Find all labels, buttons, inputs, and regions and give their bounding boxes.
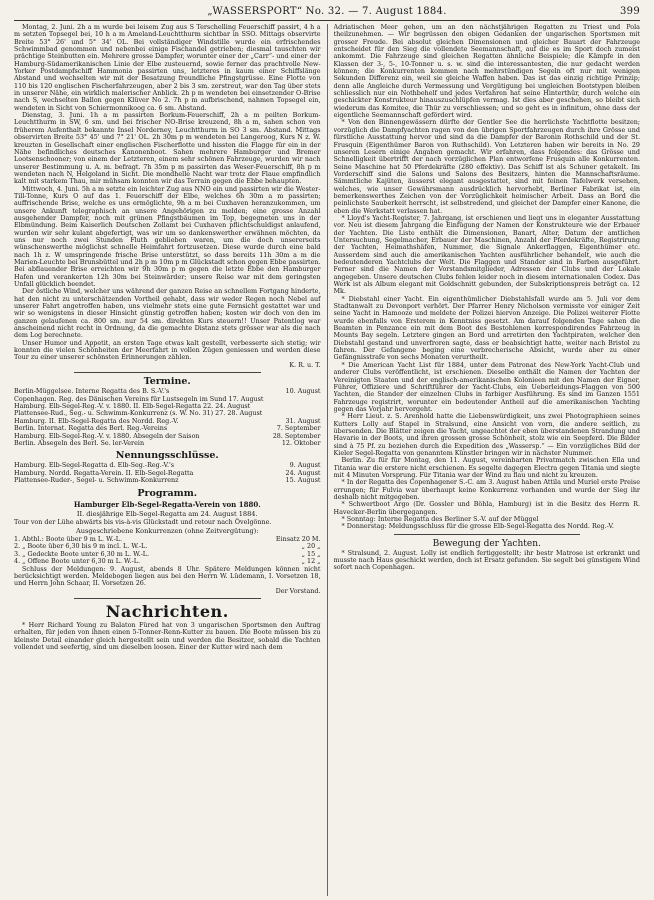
list-item: Berlin. Internat. Regatta des Berl. Reg.-Vereins 7. September (14, 424, 321, 433)
article-paragraph: * Diebstahl einer Yacht. Ein eigenthümlicher Diebstahlsfall wurde am 5. Juli vor dem Stadtanwalt zu Devonport verhört. Der Pfarrer Henry Nicholson vermisste vor einiger Zeit seine Yacht in Hamooze und meldete der Polizei hiervon Anzeige. Die Polizei weiterer Flotte wurde ebenfalls von Ersterem in Kenntniss gesetzt. Am darauf folgenden Tage sahen die Beamten in Penzance ein mit dem Boot des Bestohlenen korrespondirendes Fahrzeug in Mounts Bay segeln. Letztere gingen an Bord und arretirten den Yachtpiraten, welcher den Diebstahl gestand und unverfroren sagte, dass er beabsichtigt hatte, weiter nach Bristol zu fahren. Der Gefangene beging eine verbrecherische Absicht, wurde aber zu einer Gefängnisstrafe von sechs Monaten verurtheilt. (333, 294, 640, 362)
divider (394, 534, 581, 535)
article-paragraph: Berlin. Zu für für Montag, den 11. August, vereinbarten Privatmatch zwischen Ella und Titania war die erstere nicht erschienen. Es segelte dagegen Electra gegen Titania und siegte mit 4 Minuten Vorsprung. Für Titania war der Wind zu flau und nicht zu kreuzen. (333, 456, 640, 479)
termine-list (14, 388, 321, 447)
list-item: Berlin. Absegeln des Berl. Se. ler-Verein 12. Oktober (14, 439, 321, 448)
list-item: Hamburg. Elb-Segel-Reg.-V. v. 1880. Absegeln der Saison 28. September (14, 431, 321, 440)
programm-line: II. diesjährige Elb-Segel-Regatta am 24. August 1884. (76, 509, 258, 518)
nennung-heading: Nennungsschlüsse. (115, 450, 219, 462)
article-paragraph: Adriatischen Meer gehen, um an den nächstjährigen Regatten zu Triest und Pola theilzunehmen. — Wir begrüssen den obigen Gedanken der ungarischen Sportsmen mit grosser Freude. Bei absolut gleichen Dimensionen und gleicher Bauart der Fahrzeuge entscheidet für den Sieg die vollendete Seemannschaft, auf die es im Sport doch zumeist ankommt. Die Fahrzeuge sind gleichen Regatten ähnliche Beispiele; die Kämpfe in den Klassen der 3-, 5-, 10-Tonner u. s. w. sind die interessantesten, die nur gedacht werden können; die Konkurrenten kommen nach mehrstündigen Segeln oft nur mit wenigen Sekunden Differenz ein, weil sie gleiche Waffen haben. Das ist das einzig richtige Prinzip; denn alle Angleiche durch Vermessung und Vergütigung bei ungleichen Bootstypen bleiben schliesslich nur ein Nothbehelf und jedes Verfahren hat seine Hinterthür, durch welche ein geschickter Konstrukteur hinauszuschlüpfen vermag. Ist dies aber geschehen, so bleibt sich wiederum das Komitee, die Thür zu verschliessen; und so geht es in infinitum, ohne dass der eigentliche Seemannschaft gefördert wird. (333, 24, 640, 120)
article-paragraph: * Von den Binnengewässern dürfte der Gentler See die herrlichste Yachtflotte besitzen; vorzüglich die Dampfyachten ragen von den übrigen Sportfahrzeugen durch ihre Grösse und fürstliche Ausstattung hervor und sind da die Dampfer der Baronin Rothschild und der St. Frusquin (Eigenthümer Baron von Ruthschild). Von Letzteren haben wir bereits in No. 29 unseren Lesern einige Angaben gemacht. Wir erfahren, dass folgendes: das Grösse und Schnelligkeit übertrifft der nach vorzüglichen Plan entworfene Frusquin alle Konkurrenten. Seine Maschine hat 50 Pferdekräfte (280 effektiv). Das Schiff ist als Schuner getakelt. Im Vorderschiff sind die Salons und Salons des Besitzers, hinten die Mannschaftsräume. Sämmtliche Kajüten, äusserst elegant ausgestattet, sind mit feinen Tafelwerk versehen, welches, wie unser Gewährsmann ausdrücklich hervorhebt, Berliner Fabrikat ist, ein bemerkenswerthes Zeichen von der Vorzüglichkeit heimischer Arbeit. Dass an Bord die peinlichste Sauberkeit herrscht, ist selbstredend, und gleichet der Dampfer einer Kanone, die eben die Werkstatt verlassen hat. (333, 118, 640, 215)
list-item: 1. Abthl.: Boote über 9 m L. W.-L. Einsatz 20 M. (14, 535, 321, 544)
article-paragraph: * Die American Yacht List für 1884, unter dem Patronat des New-York Yacht-Club und anderer Clubs veröffentlicht, ist erschienen. Dieselbe enthält die Namen der Yachten der Vereinigten Staaten und der englisch-amerikanischen Kolonieen mit den Namen der Eigner, Führer, Offiziere und Schriftführer der Yacht-Clubs, ein Ueberleidungs-Flaggen von 500 Yachten, die Stander der einzelnen Clubs in farbiger Ausführung. Es sind im Ganzen 1551 Fahrzeuge registrirt, worunter ein bedeutender Antheil auf die amerikanischen Yachting gegen das Vorjahr hervorgeht. (333, 360, 640, 413)
termine-heading: Termine. (143, 376, 191, 388)
header-spacer (14, 6, 54, 18)
article-paragraph: * Sonntag: Interne Regatta des Berliner S.-V. auf der Müggel (341, 515, 539, 524)
header-rule (14, 20, 640, 21)
divider (74, 372, 261, 373)
class-list (14, 536, 321, 566)
list-item: Hamburg. II. Elb-Segel-Regatta des Nordd. Reg.-V. 31. August (14, 416, 321, 425)
publication-title: „WASSERSPORT“ No. 32. — 7. August 1884. (207, 6, 447, 17)
left-column (14, 24, 321, 896)
article-paragraph: Montag, 2. Juni. 2h a m wurde bei leisem Zug aus S Terschelling Feuerschiff passirt, 4 h a m setzten Topsegel bei, 10 h a m Ameland-Leuchtthurm sichtbar in SSO. Mittags observirte Breite 53° 26' und 5° 34' OL. Bei vollständiger Windstille wurde ein erfrischendes Schwimmbad genommen und nebenbei einige Fischandel getrieben; diesmal tauschten wir prächtige Steinbutten ein. Mehrere grosse Dampfer, worunter einer der „Carr“- und einer der Hamburg-Südamerikanischen Linie der Elbe zusteuernd, sowie ferner das prachtvolle New-Yorker Postdampfschiff Hammonia passirten uns, letzteres in kaum einer Schiffslänge Abstand und wechselten wir mit der Besatzung freundliche Pfingstgrüsse. Eine Flotte von 110 bis 120 englischen Fischerfahrzeugen, aber 2 bis 3 sm. zerstreut, war den Tag über stets in unserer Nähe, ein wirklich malerischer Anblick. 2h p m wendeten bei einsetzender O-Brise nach S, wechselten Ballon gegen Klüver No 2. 7h p m aufbrischend, nahmen Topsegel ein, wendeten in Sicht von Schiermonnikoog ca. 6 sm. Abstand. (14, 24, 321, 112)
article-paragraph: Schluss der Meldungen: 9. August, abends 8 Uhr. Spätere Meldungen können nicht berücksichtigt werden. Meldebogen liegen aus bei den Herrn W. Lüdemann, I. Vorsetzen 18, und Herrn John Schaar, II. Vorsetzen 26. (14, 564, 321, 588)
right-column (334, 24, 641, 896)
list-item: Hamburg. Elb-Segel-Reg.-V. v. 1880. II. Elb-Segel-Regatta 22. 24. August (14, 403, 251, 411)
article-paragraph: Mittwoch, 4. Juni. 5h a m setzte ein leichter Zug aus NNO ein und passirten wir die Wester-Till-Tonne, Kurs O auf das 1. Feuerschiff der Elbe, welches 6h 30m a m passirten; auffrischende Brise, welche es uns ermöglichte, 9h a m bei Cuxhaven heranzukommen, um unsere Ankunft telegraphisch an unsere Angehörigen zu melden; eine grosse Anzahl ausgehender Dampfer, noch mit grünen Pfingstbäumen im Top, begegneten uns in der Elbmündung. Beim Kaiserlich Deutschen Zollamt bei Cuxhaven pflichtschuldigst anlaufend, wurden wir sehr kulant abgefertigt, was wir um so dankenswerther erwähnen möchten, da uns nur noch zwei Stunden Fluth geblieben waren, um die doch unsererseits wünschenswerthe möglichst schnelle Heimfahrt fortzusetzen. Diese wurde durch eine bald nach 1h z. W umspringende frische Brise unterstützt, so dass bereits 11h 30m a m die Marien-Leuchte bei Brunsbüttel und 2h p m 10m p m Glückstadt schon gegen Ebbe passirten. Bei abflauender Brise erreichten wir 9h 30m p m gegen die letzte Ebbe den Hamburger Hafen und verankerten 12h 30m bei Steinwärder; unsere Reise war mit dem geringsten Unfall glücklich beendet. (14, 184, 321, 289)
article-paragraph: * Lloyd's Yacht-Register, 7. Jahrgang, ist erschienen und liegt uns in eleganter Ausstattung vor. Neu ist diesem Jahrgang die Einfügung der Namen der Konstrukteure wie der Erbauer der Yachten. Die Liste enthält die Dimensionen, Banart, Alter, Datum der amtlichen Untersuchung, Segelmacher, Erbauer der Maschinen, Anzahl der Pferdekräfte, Registrirung der Yachten, Heimathshäfen, Nummer, die Signale Ankerflaggen, Eigenthümer etc. Ausserdem sind auch die amerikanischen Yachten ausführlicher behandelt, wie auch die bedeutenderen Yachtclubs der Welt. Die Flaggen und Stander sind in Farben ausgeführt. Ferner sind die Namen der Vorstandsmitglieder, Adressen der Clubs und der Lokale angegeben. Unsere deutschen Clubs fehlen leider noch in diesem internationalen Codex. Das Werk ist als Album elegant mit Goldschnitt gebunden, der Subskriptionspreis beträgt ca. 12 Mk. (333, 213, 640, 296)
column-divider (327, 24, 328, 896)
page-number: 399 (620, 6, 640, 17)
columns (14, 24, 640, 896)
list-item: 2. „ Boote über 6,30 bis 9 m incl. L. W.-L. „ 20 „ (14, 542, 321, 551)
list-item: Hamburg. Elb-Segel-Regatta d. Elb-Seg.-Reg.-V.'s 9. August (14, 461, 321, 470)
article-paragraph: Der östliche Wind, welcher uns während der ganzen Reise an schnellem Fortgang hinderte, hat den nicht zu unterschätzenden Vortheil gehabt, dass wir weder Regen noch Nebel auf unserer Fahrt angetroffen haben, uns vielmehr stets eine gute Fernsicht gestattet war und wir so wenigstens in dieser Hinsicht günstig getroffen haben; kosten wir doch von den im ganzen gelaufenen ca. 800 sm. nur 54 sm. direkten Kurs steuern!! Unser Patentlog war anscheinend nicht recht in Ordnung, da die gemachte Distanz stets grösser war als die nach dem Log berechnete. (14, 287, 321, 340)
nennung-list (14, 462, 321, 484)
article-paragraph: Unser Humor und Appetit, an ersten Tage etwas kalt gestellt, verbesserte sich stetig; wir konnten die vielen Schönheiten der Meerfahrt in vollen Zügen geniessen und werden diese Tour zu einer unserer schönsten Erinnerungen zählen. (14, 338, 321, 362)
programm-subheading: Hamburger Elb-Segel-Regatta-Verein von 1880. (73, 499, 261, 509)
list-item: Copenhagen. Reg. des Dänischen Vereins für Lustsegeln im Sund 17. August (14, 395, 264, 403)
list-item: 3. „ Gedeckte Boote unter 6,30 m L. W.-L. „ 15 „ (14, 549, 321, 558)
article-paragraph: * Donnerstag: Meldungsschluss für die grosse Elb-Segel-Regatta des Nordd. Reg.-V. (341, 522, 614, 531)
list-item: Hamburg. Nordd. Regatta-Verein. II. Elb-Segel-Regatta 24. August (14, 468, 321, 477)
article-paragraph: * Herr Lieut. z. S. Arenhold hatte die Liebenswürdigkeit, uns zwei Photographieen seines Kutters Lolly auf Stapel in Stralsund, eine Ansicht von vorn, die andere seitlich, zu übersenden. Die Blätter zeigen die Yacht, ungeachtet der eben überstandenen Strandung und Havarie in der Boots, und ihren grossen grosse Schönheit, stolz wie ein Seepferd. Die Bilder sind à 75 Pf. zu beziehen durch die Expedition des „Wassersp.“ — Ein vorzügliches Bild der Kieler Segel-Regatta von genanntem Künstler bringen wir in nächster Nummer. (333, 412, 640, 457)
article-paragraph: * Stralsund, 2. August. Lolly ist endlich fertiggestellt; ihr bestr Matrose ist erkrankt und musste nach Haus geschickt werden, doch ist Ersatz gefunden. Sie segelt bei günstigem Wind sofort nach Copenhagen. (333, 548, 640, 572)
list-item: Plattensee-Rud., Seg.- u. Schwimm-Konkurrenz (s. W. No. 31) 27. 28. August (14, 410, 263, 418)
list-item: 4. „ Offene Boote unter 6,30 m L. W.-L. „ 12 „ (14, 557, 321, 566)
article-signature: K. R. u. T. (289, 360, 321, 369)
bewegung-heading: Bewegung der Yachten. (432, 538, 541, 549)
programm-line: Tour von der Lühe abwärts bis vis-à-vis Glückstadt und retour nach Övelgönne. (14, 517, 272, 526)
nachrichten-heading: Nachrichten. (105, 602, 229, 622)
list-item: Plattensee-Ruder-, Segel- u. Schwimm-Konkurrenz 15. August (14, 476, 321, 485)
programm-signature: Der Vorstand. (275, 586, 321, 595)
divider (74, 598, 261, 599)
article-paragraph: * Schwertboot Argo (Dr. Gossler und Böhla, Hamburg) ist in die Besitz des Herrn R. Havecker-Berlin übergegangen. (333, 500, 640, 516)
programm-line: Ausgeschriebene Konkurrenzen (ohne Zeitvergütung): (76, 527, 259, 536)
list-item: Berlin-Müggelsee. Interne Regatta des B. S.-V.'s 10. August (14, 387, 321, 396)
programm-heading: Programm. (137, 487, 198, 499)
article-paragraph: * Herr Richard Young zu Balaton Füred hat von 3 ungarischen Sportsmen den Auftrag erhalten, für jeden von ihnen einen 5-Tonner-Renn-Kutter zu bauen. Die Boote müssen bis zu kleinste Detail einander gleich hergestellt sein und werden die Besitzer, sobald die Yachten vollendet und seefertig, sind um dieselben loosen. Einer der Kutter wird nach dem (14, 621, 321, 652)
article-paragraph: Dienstag, 3. Juni. 1h a m passirten Borkum-Feuerschiff, 2h a m peilten Borkum-Leuchtthurm in SW, 6 sm. und bei frischer NO-Brise kreuzend, 8h a m, sahen schon von früherem Aufenthalt bekannte Insel Norderney, Leuchtthurm in SO 3 sm. Abstand. Mittags observirten Breite 53° 45' und 7° 21' OL. 2h 30m p m wendeten bei Langeroog, Kurs N z. W. kreuzten in Gesellschaft einer englischen Fischerflotte und hissten die Flagge für ein in der Nähe befindliches deutsches Kanonenboot. Sahen mehrere Hamburger und Bremer Lootsenschooner; von einem der Letzteren, einem sehr schönen Fahrzeuge, wurden wir nach unserer Bestimmung u. A. m. befragt. 7h 35m p m passirten das Weser-Feuerschiff, 8h p m wendeten nach N, Helgoland in Sicht. Die mondhelle Nacht war trotz der Flaue empfindlich kalt mit starkem Thau, mir mühsam konnten wir das Terrain gegen die Ebbe behaupten. (14, 111, 321, 186)
running-header (14, 6, 640, 18)
article-paragraph: * In der Regatta des Copenhagener S.-C. am 3. August haben Attila und Muriel erste Preise errungen; für Fulvia war überhaupt keine Konkurrenz vorhanden und wurde der Sieg ihr deshalb nicht mitgegeben. (333, 478, 640, 501)
